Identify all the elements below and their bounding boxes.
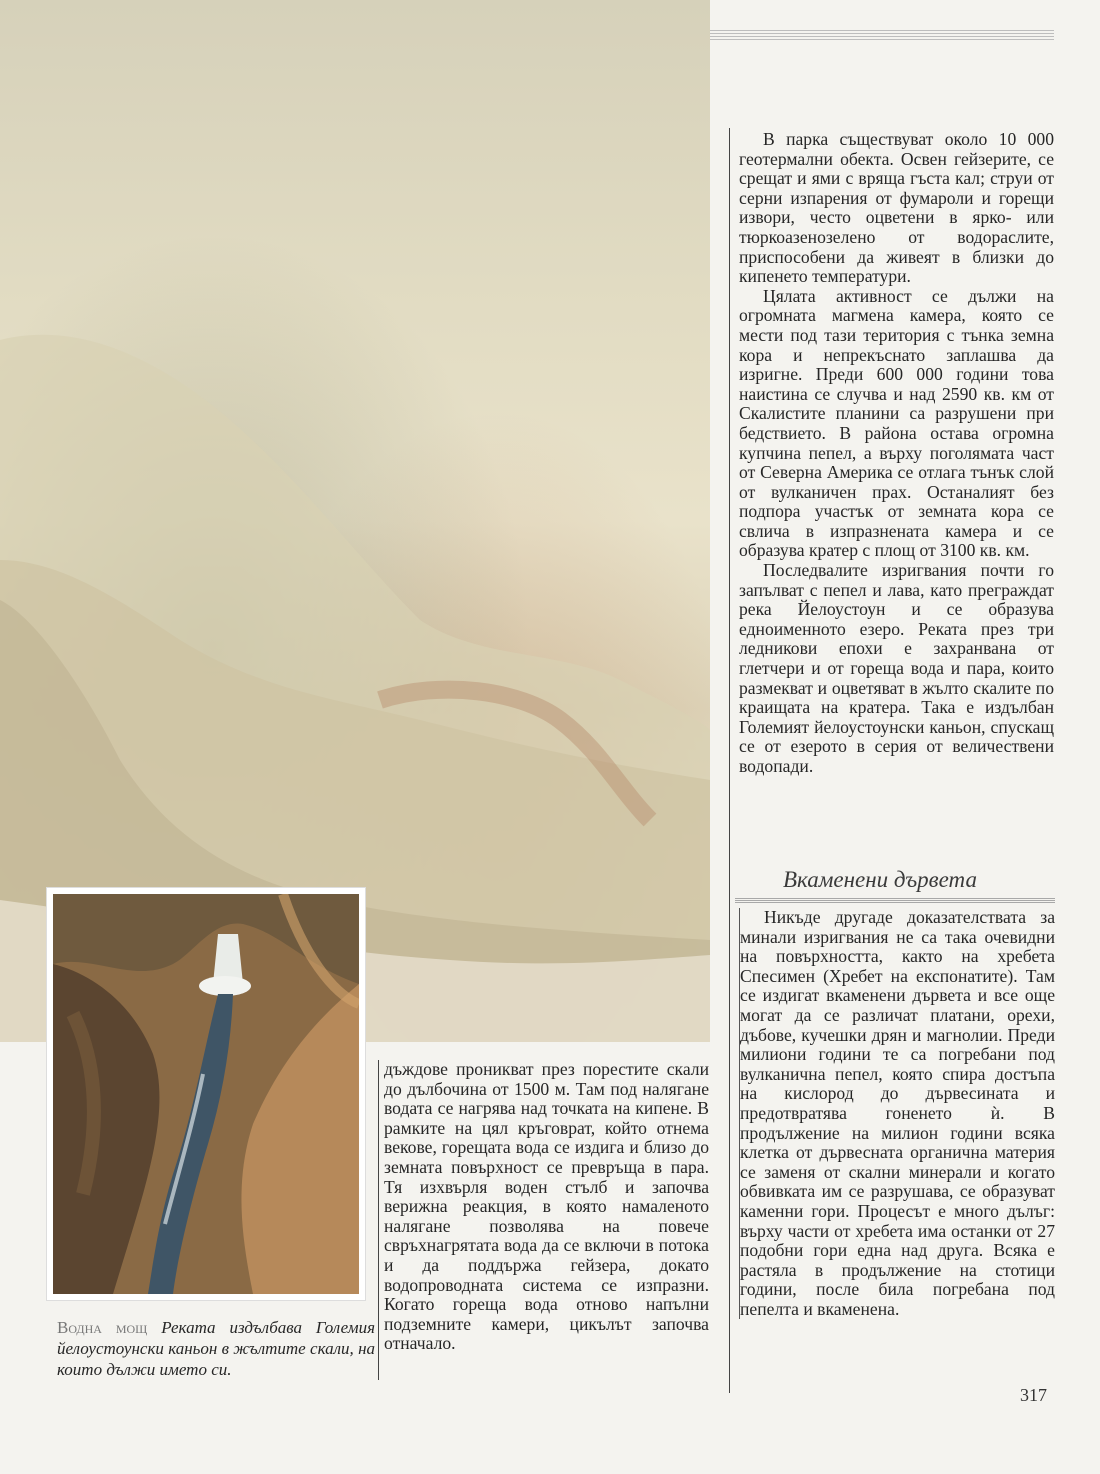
section-rule (735, 898, 1055, 903)
inset-caption (57, 1317, 375, 1380)
right-paragraph: В парка съществуват около 10 000 геотермални обекта. Освен гейзерите, се срещат и ями с вряща гъста кал; струи от серни изпарения от фумароли и горещи извори, често оцветени в ярко- или тюркоазенозелено от водораслите, приспособени да живеят в близки до кипенето температури. (739, 129, 1054, 287)
caption-label: Водна мощ (57, 1318, 148, 1337)
page-number: 317 (1020, 1385, 1047, 1405)
section-heading (735, 864, 1055, 904)
header-rule (710, 30, 1054, 42)
caption-text: Реката издълбава Големия йелоустоунски каньон в жълтите скали, на които дължи името си. (57, 1318, 376, 1379)
section-body (739, 908, 1055, 1319)
inset-photo-canyon (47, 888, 365, 1300)
section-paragraph: Никъде другаде доказателствата за минали изригвания не са така очевидни на повърхността, както на хребета Спесимен (Хребет на експонатите). Там се издигат вкаменени дървета и все още могат да се различат платани, орехи, дъбове, кучешки дрян и магнолии. Преди милиони години те са погребани под вулканична пепел, която спира достъпа на кислород до дървесината и предотвратява гоненето ѝ. В продължение на милион години всяка клетка от дървесната органична материя се заменя от скални минерали и когато обвивката им се разрушава, се образуват каменни гори. Процесът е много дълъг: върху части от хребета има останки от 27 подобни гори една над друга. Всяка е растяла в продължение на стотици години, после била погребана под пепелта и вкаменена. (740, 907, 1055, 1319)
terrace-illustration (0, 0, 710, 1042)
column-divider-middle (378, 1060, 379, 1380)
section-title: Вкаменени дървета (783, 867, 977, 892)
right-column (739, 130, 1054, 777)
column-divider-right (729, 128, 730, 1393)
canyon-illustration (53, 894, 359, 1294)
middle-paragraph: дъждове проникват през порестите скали до дълбочина от 1500 м. Там под налягане водата се нагрява над точката на кипене. В рамките на цял кръговрат, който отнема векове, горещата вода се издига и близо до земната повърхност се превръща в пара. Тя изхвърля воден стълб и започва верижна реакция, в която намаленото налягане позволява на повече свръхнагрятата вода да се включи в потока и да поддържа гейзера, докато водопроводната система се изпразни. Когато гореща вода отново напълни подземните камери, цикълът започва отначало. (384, 1059, 709, 1354)
middle-column (384, 1060, 709, 1354)
right-paragraph: Последвалите изригвания почти го запълват с пепел и лава, като преграждат река Йелоустоун и се образува едноименното езеро. Реката през три ледникови епохи е захранвана от глетчери и от гореща вода и пара, които размекват и оцветяват в жълто скалите по краищата на кратера. Така е издълбан Големият йелоустоунски каньон, спускащ се от езерото в серия от величествени водопади. (739, 560, 1054, 776)
main-photo-terraces (0, 0, 710, 1042)
right-paragraph: Цялата активност се дължи на огромната магмена камера, която се мести под тази територия с тънка земна кора и непрекъснато заплашва да изригне. Преди 600 000 години това наистина се случва и над 2590 кв. км от Скалистите планини са разрушени при бедствието. В района остава огромна купчина пепел, а върху поголямата част от Северна Америка се отлага тънък слой от вулканичен прах. Останалият без подпора участък от земната кора се свлича в изпразнената камера и се образува кратер с площ от 3100 кв. км. (739, 285, 1054, 561)
